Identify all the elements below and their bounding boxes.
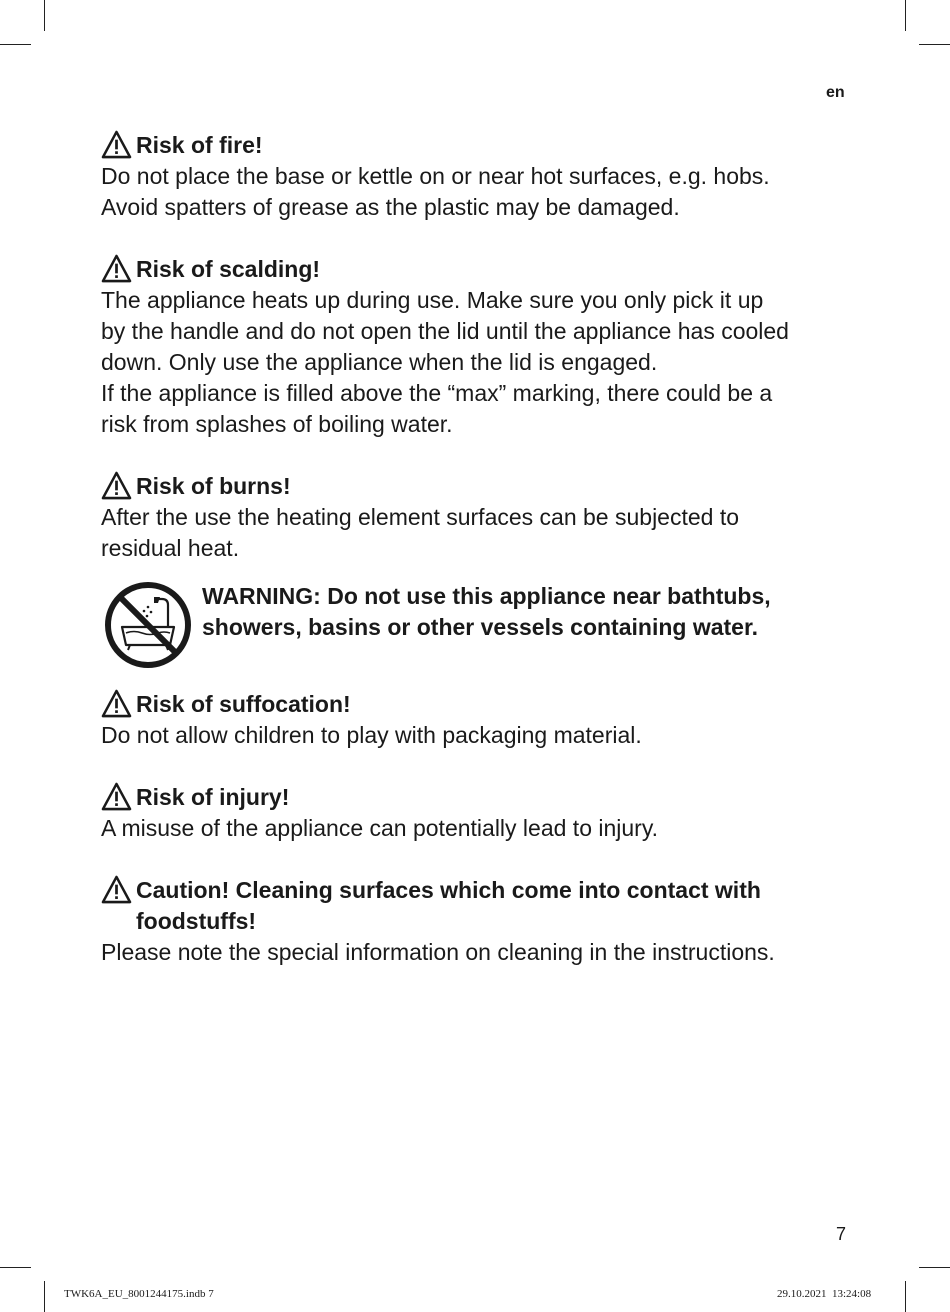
warning-triangle-icon <box>101 254 132 283</box>
section-heading <box>101 254 861 285</box>
body-line: After the use the heating element surfaces can be subjected to <box>101 504 740 530</box>
heading-line: Caution! Cleaning surfaces which come into contact with <box>136 877 761 903</box>
bath-warning-line: showers, basins or other vessels containing water. <box>202 614 759 640</box>
section-heading <box>101 782 861 813</box>
section-heading <box>101 689 861 720</box>
crop-mark <box>905 0 906 31</box>
heading-text: Risk of burns! <box>136 473 291 499</box>
body-line: by the handle and do not open the lid until the appliance has cooled <box>101 318 789 344</box>
body-line: down. Only use the appliance when the lid is engaged. <box>101 349 658 375</box>
body-line: risk from splashes of boiling water. <box>101 411 453 437</box>
crop-mark <box>905 1281 906 1312</box>
safety-content <box>101 130 861 968</box>
bath-warning-text <box>202 581 771 643</box>
footer-timestamp <box>777 1288 871 1300</box>
section-caution-cleaning <box>101 875 861 968</box>
section-heading <box>101 471 861 502</box>
crop-mark <box>44 1281 45 1312</box>
warning-triangle-icon <box>101 875 132 904</box>
heading-text: Risk of injury! <box>136 784 290 810</box>
heading-text: Risk of scalding! <box>136 256 321 282</box>
section-risk-of-injury <box>101 782 861 844</box>
heading-text: Risk of suffocation! <box>136 691 351 717</box>
heading-text: Risk of fire! <box>136 132 263 158</box>
body-line: Avoid spatters of grease as the plastic may be damaged. <box>101 194 680 220</box>
section-heading <box>101 875 861 937</box>
section-risk-of-burns <box>101 471 861 564</box>
warning-triangle-icon <box>101 782 132 811</box>
body-line: residual heat. <box>101 535 240 561</box>
footer-time: 13:24:08 <box>832 1288 872 1300</box>
crop-mark <box>919 44 950 45</box>
section-risk-of-scalding <box>101 254 861 440</box>
section-risk-of-fire <box>101 130 861 223</box>
heading-line: foodstuffs! <box>136 908 257 934</box>
section-risk-of-suffocation <box>101 689 861 751</box>
body-line: Do not allow children to play with packaging material. <box>101 722 642 748</box>
heading-text <box>136 875 861 937</box>
bath-warning <box>101 581 861 669</box>
page-number: 7 <box>836 1224 847 1244</box>
body-line: Please note the special information on cleaning in the instructions. <box>101 939 775 965</box>
body-line: The appliance heats up during use. Make sure you only pick it up <box>101 287 764 313</box>
warning-triangle-icon <box>101 471 132 500</box>
crop-mark <box>44 0 45 31</box>
warning-triangle-icon <box>101 689 132 718</box>
warning-triangle-icon <box>101 130 132 159</box>
crop-mark <box>0 1267 31 1268</box>
no-bath-icon <box>104 581 192 669</box>
bath-warning-line: WARNING: Do not use this appliance near bathtubs, <box>202 583 771 609</box>
section-heading <box>101 130 861 161</box>
body-line: A misuse of the appliance can potentially lead to injury. <box>101 815 659 841</box>
footer-date: 29.10.2021 <box>777 1288 827 1300</box>
language-code: en <box>826 84 845 101</box>
body-line: If the appliance is filled above the “max” marking, there could be a <box>101 380 773 406</box>
body-line: Do not place the base or kettle on or near hot surfaces, e.g. hobs. <box>101 163 770 189</box>
footer-file-name: TWK6A_EU_8001244175.indb 7 <box>64 1288 214 1300</box>
crop-mark <box>919 1267 950 1268</box>
crop-mark <box>0 44 31 45</box>
